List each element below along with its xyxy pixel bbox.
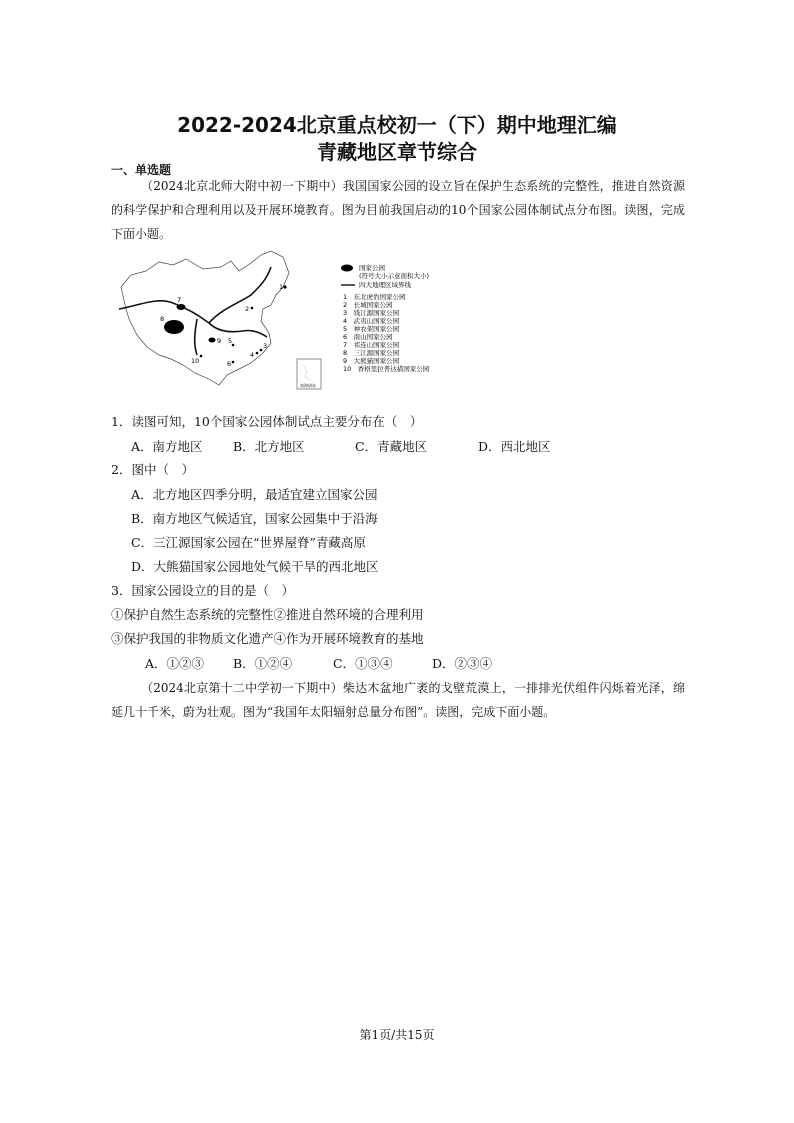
question-3-option-d[interactable]: D．②③④ bbox=[432, 656, 493, 671]
page-title: 2022-2024北京重点校初一（下）期中地理汇编 bbox=[177, 113, 617, 137]
question-3-option-c[interactable]: C．①③④ bbox=[333, 656, 393, 671]
point-label: 5 bbox=[228, 337, 233, 345]
question-1-option-a[interactable]: A．南方地区 bbox=[131, 439, 203, 454]
question-3-option-b[interactable]: B．①②④ bbox=[233, 656, 293, 671]
legend-item: 9 大熊猫国家公园 bbox=[343, 357, 400, 365]
page-footer: 第1页/共15页 bbox=[359, 1028, 435, 1042]
point-label: 3 bbox=[263, 342, 268, 350]
regional-boundary-line bbox=[209, 323, 267, 337]
question-3-statements-line-2: ③保护我国的非物质文化遗产④作为开展环境教育的基地 bbox=[111, 631, 424, 646]
china-outline bbox=[121, 251, 289, 385]
question-1-option-b[interactable]: B．北方地区 bbox=[233, 439, 305, 454]
legend-park-note: (符号大小示意面积大小) bbox=[359, 272, 430, 280]
park-marker-2 bbox=[251, 307, 254, 310]
question-3-option-a[interactable]: A．①②③ bbox=[145, 656, 205, 671]
inset-label: 南海诸岛 bbox=[300, 383, 316, 388]
point-label: 6 bbox=[227, 360, 232, 368]
point-label: 9 bbox=[217, 337, 222, 345]
regional-boundary-line bbox=[195, 319, 197, 355]
legend-item: 6 南山国家公园 bbox=[343, 333, 393, 341]
section-label: 一、单选题 bbox=[111, 163, 172, 177]
question-2-option-a[interactable]: A．北方地区四季分明，最适宜建立国家公园 bbox=[131, 487, 378, 502]
park-marker-9 bbox=[209, 338, 216, 343]
question-1-option-c[interactable]: C．青藏地区 bbox=[355, 439, 428, 454]
question-2-option-d[interactable]: D．大熊猫国家公园地处气候干旱的西北地区 bbox=[131, 559, 379, 574]
question-2-stem: 2．图中（ ） bbox=[111, 462, 194, 477]
question-2-option-c[interactable]: C．三江源国家公园在“世界屋脊”青藏高原 bbox=[131, 535, 366, 550]
point-label: 4 bbox=[250, 351, 255, 359]
legend-item: 10 香格里拉普达措国家公园 bbox=[343, 365, 430, 373]
legend-item: 3 钱江源国家公园 bbox=[343, 309, 400, 317]
legend-item: 7 祁连山国家公园 bbox=[343, 341, 400, 349]
regional-boundary-line bbox=[209, 267, 271, 323]
question-1-stem: 1．读图可知，10个国家公园体制试点主要分布在（ ） bbox=[111, 414, 423, 429]
legend-boundary-label: 四大地理区域界线 bbox=[359, 281, 411, 289]
park-marker-3 bbox=[260, 349, 263, 352]
legend-park-symbol bbox=[341, 265, 353, 272]
point-label: 2 bbox=[245, 305, 250, 313]
point-label: 7 bbox=[177, 296, 182, 304]
legend-item: 8 三江源国家公园 bbox=[343, 349, 400, 357]
question-1-option-d[interactable]: D．西北地区 bbox=[478, 439, 551, 454]
park-marker-10 bbox=[200, 355, 203, 358]
question-2-option-b[interactable]: B．南方地区气候适宜，国家公园集中于沿海 bbox=[131, 511, 378, 526]
passage-2: （2024北京第十二中学初一下期中）柴达木盆地广袤的戈壁荒漠上，一排排光伏组件闪烁着光泽，绵延几十千米，蔚为壮观。图为“我国年太阳辐射总量分布图”。读图，完成下面小题。 bbox=[111, 681, 685, 719]
park-marker-7 bbox=[177, 304, 186, 310]
point-label: 1 bbox=[279, 283, 284, 291]
park-marker-6 bbox=[232, 361, 235, 364]
question-3-stem: 3．国家公园设立的目的是（ ） bbox=[111, 583, 294, 598]
legend-item: 5 神农架国家公园 bbox=[343, 325, 400, 333]
point-label: 10 bbox=[191, 357, 200, 365]
park-marker-4 bbox=[256, 352, 259, 355]
passage-1: （2024北京北师大附中初一下期中）我国国家公园的设立旨在保护生态系统的完整性，推进自然资源的科学保护和合理利用以及开展环境教育。图为目前我国启动的10个国家公园体制试点分布图。读图，完成下面小题。 bbox=[111, 179, 685, 241]
point-label: 8 bbox=[160, 315, 165, 323]
legend-item: 1 东北虎豹国家公园 bbox=[343, 293, 406, 301]
page-subtitle: 青藏地区章节综合 bbox=[317, 140, 477, 164]
legend-item: 4 武夷山国家公园 bbox=[343, 317, 400, 325]
question-3-statements-line-1: ①保护自然生态系统的完整性②推进自然环境的合理利用 bbox=[111, 607, 424, 622]
park-marker-1 bbox=[283, 285, 286, 288]
legend-park-label: 国家公园 bbox=[359, 264, 385, 272]
legend-item: 2 长城国家公园 bbox=[343, 301, 393, 309]
national-parks-map bbox=[111, 247, 451, 392]
park-marker-8 bbox=[164, 320, 184, 334]
